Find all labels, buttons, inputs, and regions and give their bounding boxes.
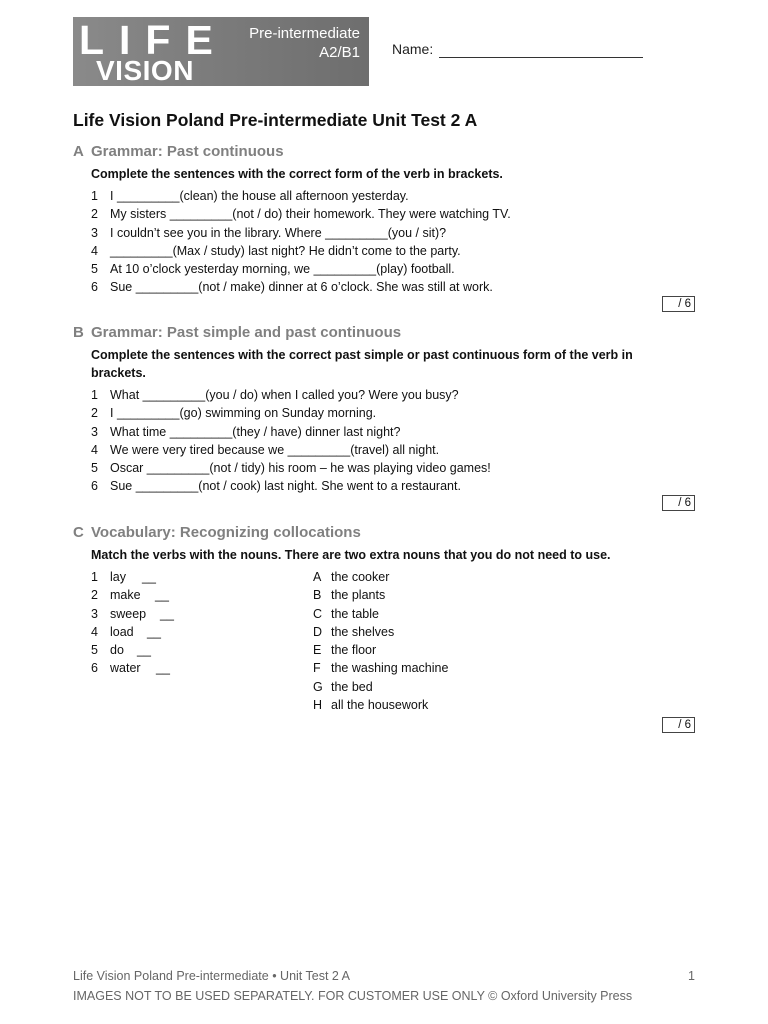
noun-item <box>313 586 613 604</box>
name-field-line[interactable] <box>439 57 643 58</box>
score-box[interactable] <box>662 296 695 312</box>
question-number: 2 <box>91 406 98 421</box>
question-text[interactable]: What time _________(they / have) dinner last night? <box>110 424 401 439</box>
verb-word: water <box>110 661 141 676</box>
question-item <box>73 423 703 441</box>
question-item <box>73 242 703 260</box>
noun-item <box>313 659 613 677</box>
noun-text: the plants <box>331 588 386 603</box>
verb-number: 5 <box>91 643 98 658</box>
verb-word: do <box>110 643 124 658</box>
answer-blank[interactable]: __ <box>137 643 151 658</box>
noun-item <box>313 605 613 623</box>
noun-letter: B <box>313 588 322 603</box>
noun-letter: F <box>313 661 321 676</box>
noun-item <box>313 678 613 696</box>
section-letter: B <box>73 324 84 341</box>
question-number: 4 <box>91 243 98 258</box>
question-text[interactable]: I _________(go) swimming on Sunday morning. <box>110 406 377 421</box>
score-box[interactable] <box>662 495 695 511</box>
section-heading <box>73 143 703 161</box>
answer-blank[interactable]: __ <box>160 606 174 621</box>
section-letter: A <box>73 143 84 160</box>
question-item <box>73 224 703 242</box>
section-heading <box>73 324 703 342</box>
question-item <box>73 441 703 459</box>
footer-copyright: IMAGES NOT TO BE USED SEPARATELY. FOR CUSTOMER USE ONLY © Oxford University Press <box>73 989 633 1003</box>
section-instruction: Complete the sentences with the correct form of the verb in brackets. <box>91 167 503 181</box>
question-text[interactable]: We were very tired because we _________(travel) all night. <box>110 442 440 457</box>
verb-number: 4 <box>91 624 98 639</box>
section-title: Vocabulary: Recognizing collocations <box>91 524 361 541</box>
verb-item <box>73 605 313 623</box>
verb-word: make <box>110 588 141 603</box>
verb-item <box>73 586 313 604</box>
course-banner <box>73 17 369 86</box>
question-number: 2 <box>91 207 98 222</box>
question-text[interactable]: At 10 o’clock yesterday morning, we _________(play) football. <box>110 262 455 277</box>
question-text[interactable]: _________(Max / study) last night? He didn’t come to the party. <box>110 243 461 258</box>
answer-blank[interactable]: __ <box>147 624 161 639</box>
logo-vision-text: VISION <box>96 55 194 86</box>
question-text[interactable]: Sue _________(not / cook) last night. She went to a restaurant. <box>110 479 461 494</box>
section-heading <box>73 524 703 542</box>
answer-blank[interactable]: __ <box>155 588 169 603</box>
verb-item <box>73 568 313 586</box>
noun-text: the table <box>331 606 379 621</box>
question-number: 1 <box>91 189 98 203</box>
noun-item <box>313 568 613 586</box>
verb-number: 3 <box>91 606 98 621</box>
question-text[interactable]: I couldn’t see you in the library. Where _________(you / sit)? <box>110 225 447 240</box>
question-number: 3 <box>91 225 98 240</box>
noun-letter: G <box>313 679 323 694</box>
noun-letter: D <box>313 624 323 639</box>
score-text: / 6 <box>678 298 691 310</box>
question-item <box>73 278 703 296</box>
section-b <box>73 324 703 514</box>
section-letter: C <box>73 524 84 541</box>
noun-text: the washing machine <box>331 661 449 676</box>
answer-blank[interactable]: __ <box>156 661 170 676</box>
question-number: 6 <box>91 280 98 295</box>
noun-column <box>313 568 613 714</box>
verb-word: load <box>110 624 134 639</box>
question-item <box>73 477 703 495</box>
question-number: 5 <box>91 262 98 277</box>
logo-life-text: LIFE <box>79 17 228 63</box>
question-number: 1 <box>91 388 98 402</box>
question-item <box>73 404 703 422</box>
noun-text: the shelves <box>331 624 395 639</box>
section-title: Grammar: Past continuous <box>91 143 284 160</box>
level-label <box>249 24 360 62</box>
noun-item <box>313 696 613 714</box>
noun-text: the cooker <box>331 570 390 584</box>
section-instruction: Complete the sentences with the correct past simple or past continuous form of the verb in brackets. <box>91 348 633 380</box>
question-list <box>73 386 703 496</box>
question-text[interactable]: My sisters _________(not / do) their homework. They were watching TV. <box>110 207 511 222</box>
verb-item <box>73 659 313 677</box>
answer-blank[interactable]: __ <box>142 570 156 584</box>
name-label: Name: <box>392 41 434 57</box>
noun-item <box>313 623 613 641</box>
question-list <box>73 187 703 297</box>
verb-word: lay <box>110 570 126 584</box>
page-number: 1 <box>688 969 695 983</box>
matching-exercise <box>73 568 703 714</box>
section-title: Grammar: Past simple and past continuous <box>91 324 402 341</box>
noun-letter: E <box>313 643 322 658</box>
question-number: 5 <box>91 461 98 476</box>
question-number: 6 <box>91 479 98 494</box>
noun-text: the bed <box>331 679 373 694</box>
footer-course: Life Vision Poland Pre-intermediate • Unit Test 2 A <box>73 969 350 983</box>
noun-letter: C <box>313 606 323 621</box>
verb-word: sweep <box>110 606 147 621</box>
section-instruction: Match the verbs with the nouns. There are two extra nouns that you do not need to use. <box>91 548 611 562</box>
test-title: Life Vision Poland Pre-intermediate Unit Test 2 A <box>73 110 478 130</box>
question-text[interactable]: Sue _________(not / make) dinner at 6 o’clock. She was still at work. <box>110 280 493 295</box>
verb-item <box>73 641 313 659</box>
noun-letter: A <box>313 570 322 584</box>
question-item <box>73 459 703 477</box>
score-box[interactable] <box>662 717 695 733</box>
question-number: 3 <box>91 424 98 439</box>
noun-text: all the housework <box>331 698 429 713</box>
section-c <box>73 524 703 736</box>
score-text: / 6 <box>678 719 691 731</box>
question-text[interactable]: What _________(you / do) when I called you? Were you busy? <box>110 388 459 402</box>
verb-column <box>73 568 313 714</box>
question-item <box>73 260 703 278</box>
noun-letter: H <box>313 698 323 713</box>
question-item <box>73 187 703 205</box>
level-name: Pre-intermediate <box>249 25 360 42</box>
question-number: 4 <box>91 442 98 457</box>
question-text[interactable]: Oscar _________(not / tidy) his room – he was playing video games! <box>110 461 491 476</box>
noun-item <box>313 641 613 659</box>
verb-item <box>73 623 313 641</box>
question-item <box>73 386 703 404</box>
question-item <box>73 205 703 223</box>
level-cefr: A2/B1 <box>319 44 360 61</box>
score-text: / 6 <box>678 497 691 509</box>
verb-number: 6 <box>91 661 98 676</box>
question-text[interactable]: I _________(clean) the house all afternoon yesterday. <box>110 189 409 203</box>
verb-number: 2 <box>91 588 98 603</box>
section-a <box>73 143 703 313</box>
noun-text: the floor <box>331 643 377 658</box>
verb-number: 1 <box>91 570 98 584</box>
